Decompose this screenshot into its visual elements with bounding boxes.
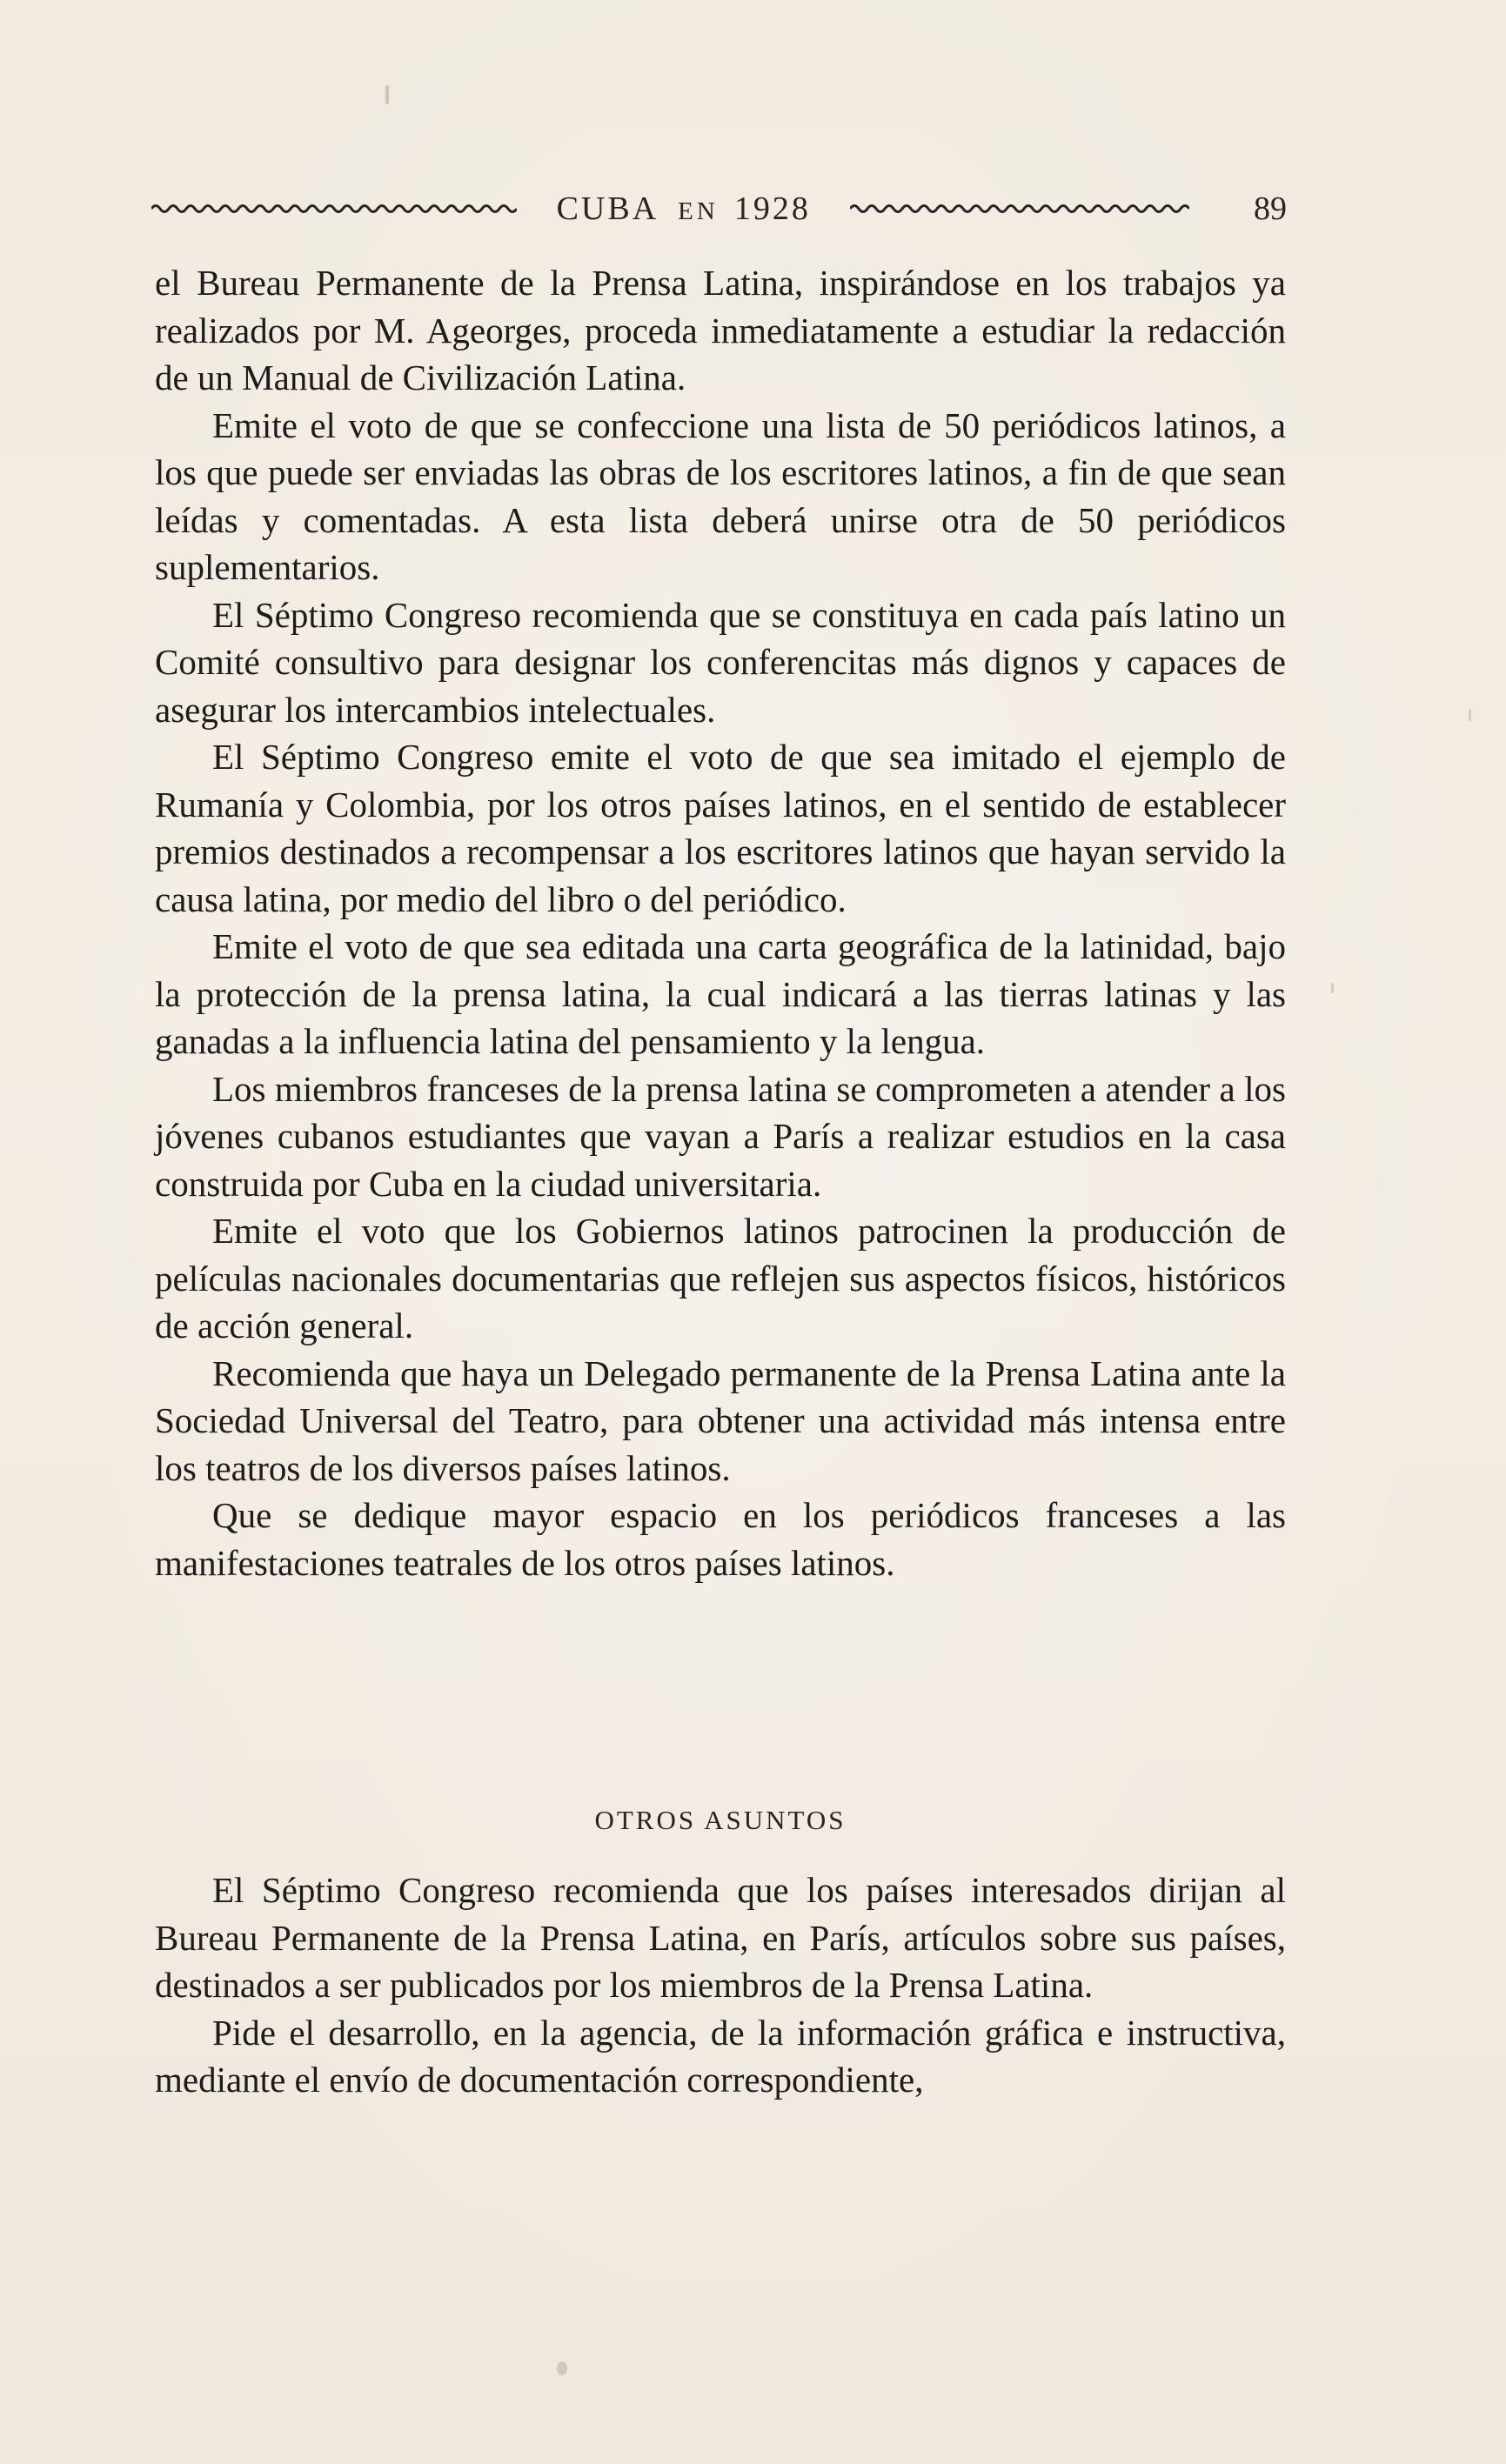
paragraph: El Séptimo Congreso recomienda que los países interesados dirijan al Bureau Permanente de la Prensa Latina, en París, artículos sobre sus países, destinados a ser publicados por los miembros de la Prensa Latina. <box>155 1870 1286 2005</box>
paragraph: Que se dedique mayor espacio en los periódicos franceses a las manifestaciones teatrales de los otros países latinos. <box>155 1495 1286 1583</box>
paragraph: Recomienda que haya un Delegado permanente de la Prensa Latina ante la Sociedad Universal del Teatro, para obtener una actividad más intensa entre los teatros de los diversos países latinos. <box>155 1352 1286 1488</box>
wavy-rule-right-icon <box>850 202 1189 216</box>
paper-speck <box>1331 983 1334 993</box>
paragraph: Emite el voto que los Gobiernos latinos patrocinen la producción de películas nacionales documentarias que reflejen sus aspectos físicos, históricos de acción general. <box>155 1211 1286 1346</box>
paragraph: Emite el voto de que sea editada una carta geográfica de la latinidad, bajo la protección de la prensa latina, la cual indicará a las tierras latinas y las ganadas a la influencia latina del pensamiento y la lengua. <box>155 926 1286 1061</box>
paragraph: El Séptimo Congreso emite el voto de que sea imitado el ejemplo de Rumanía y Colombia, por los otros países latinos, en el sentido de establecer premios destinados a recompensar a los escritores latinos que hayan servido la causa latina, por medio del libro o del periódico. <box>155 737 1286 919</box>
paragraph: el Bureau Permanente de la Prensa Latina, inspirándose en los trabajos ya realizados por M. Ageorges, proceda inmediatamente a estudiar la redacción de un Manual de Civilización Latina. <box>155 263 1286 397</box>
running-head-main: CUBA <box>556 190 659 227</box>
running-head-year: 1928 <box>733 190 811 227</box>
section-body-text <box>155 1866 1286 2104</box>
paper-speck <box>385 85 389 104</box>
paragraph: Pide el desarrollo, en la agencia, de la información gráfica e instructiva, mediante el envío de documentación correspondiente, <box>155 2012 1286 2100</box>
page-number: 89 <box>1253 190 1287 227</box>
paper-speck <box>1469 709 1471 721</box>
body-text <box>155 259 1286 1586</box>
wavy-rule-left-icon <box>151 202 517 216</box>
paragraph: Los miembros franceses de la prensa latina se comprometen a atender a los jóvenes cubanos estudiantes que vayan a París a realizar estudios en la casa construida por Cuba en la ciudad universitaria. <box>155 1068 1286 1204</box>
running-head-small: EN <box>678 197 719 225</box>
paragraph: El Séptimo Congreso recomienda que se constituya en cada país latino un Comité consultivo para designar los conferencitas más dignos y capaces de asegurar los intercambios intelectuales. <box>155 594 1286 730</box>
running-head-title <box>557 190 811 228</box>
running-head <box>151 184 1287 233</box>
paragraph: Emite el voto de que se confeccione una lista de 50 periódicos latinos, a los que puede ser enviadas las obras de los escritores latinos, a fin de que sean leídas y comentadas. A esta lista deberá unirse otra de 50 periódicos suplementarios. <box>155 404 1286 587</box>
paper-speck <box>557 2361 567 2375</box>
section-heading: OTROS ASUNTOS <box>594 1805 847 1835</box>
